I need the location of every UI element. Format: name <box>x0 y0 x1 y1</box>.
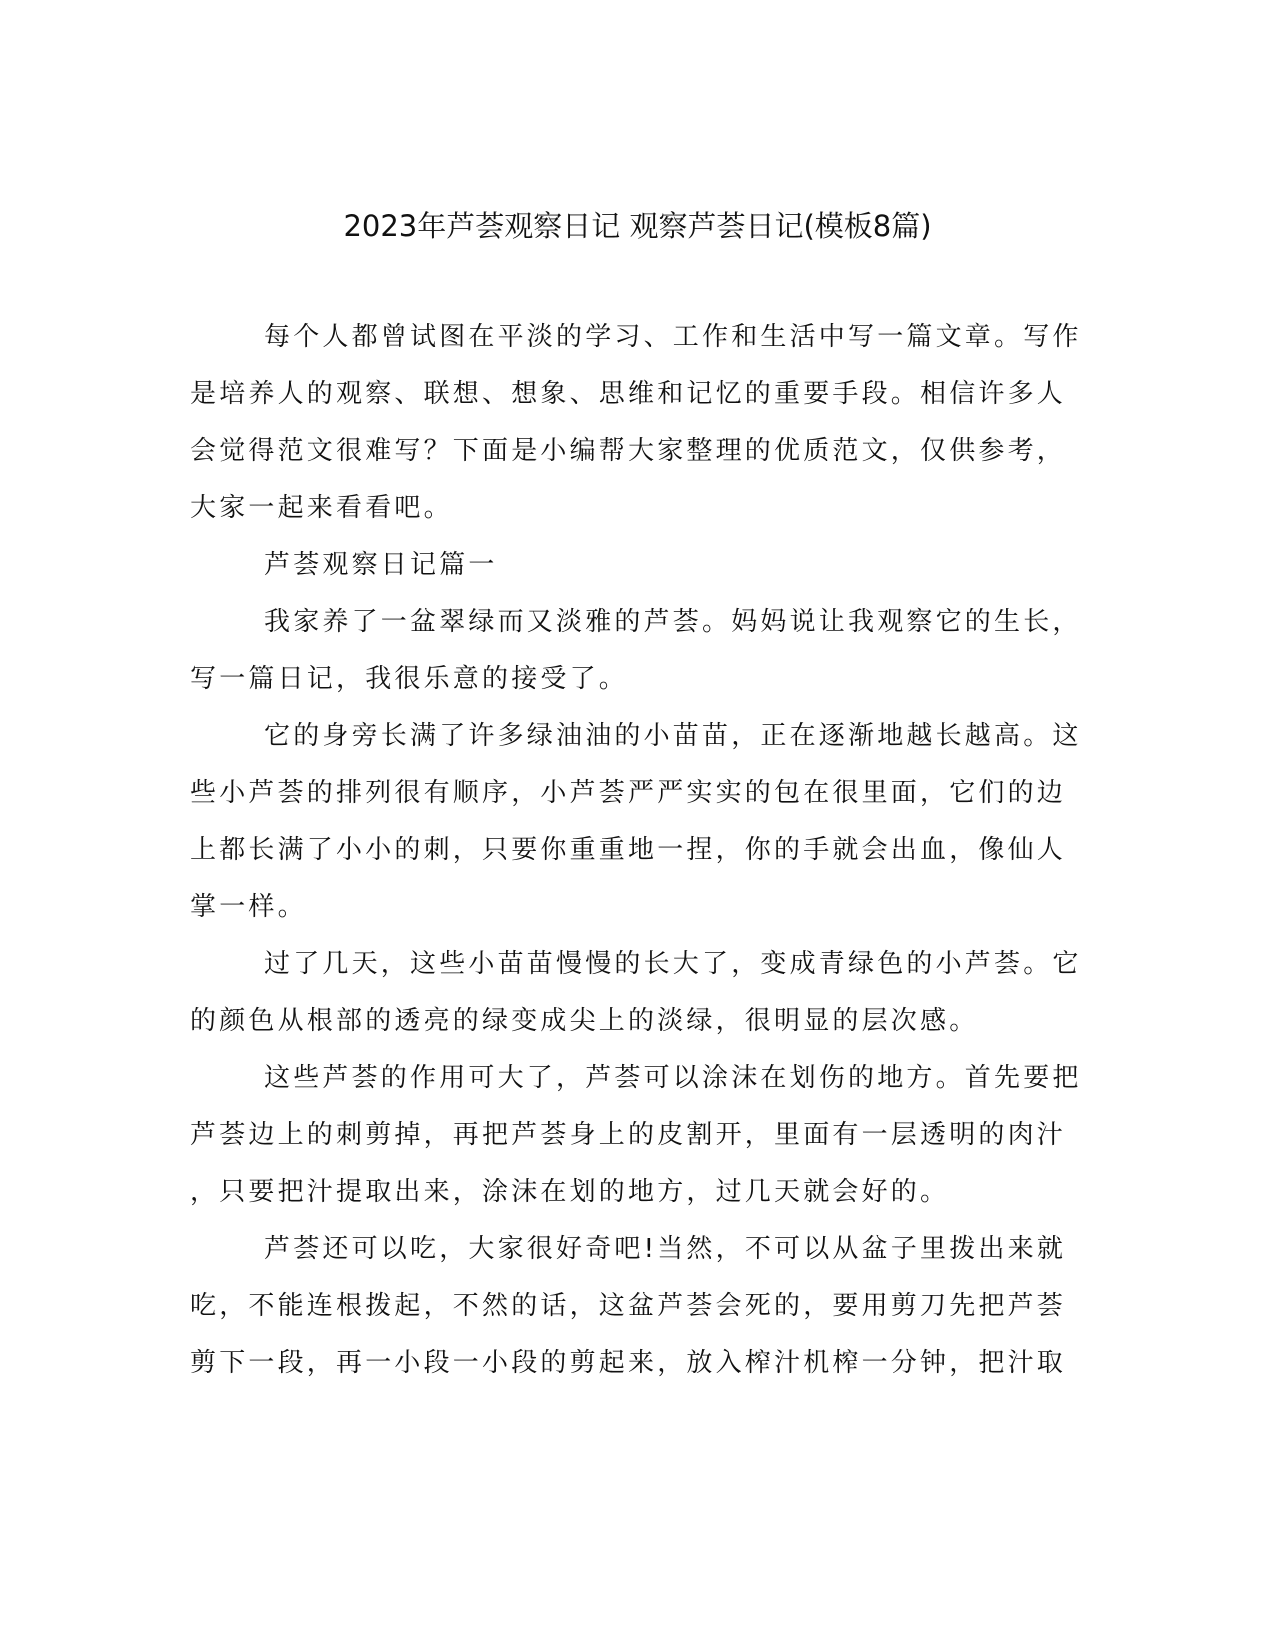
document-title: 2023年芦荟观察日记 观察芦荟日记(模板8篇) <box>343 209 932 243</box>
text-line: 吃，不能连根拨起，不然的话，这盆芦荟会死的，要用剪刀先把芦荟 <box>190 1291 1067 1321</box>
text-line: 过了几天，这些小苗苗慢慢的长大了，变成青绿色的小芦荟。它 <box>264 949 1082 979</box>
text-line: 芦荟还可以吃，大家很好奇吧!当然，不可以从盆子里拨出来就 <box>264 1234 1067 1264</box>
text-line: 大家一起来看看吧。 <box>190 493 453 523</box>
text-line: ，只要把汁提取出来，涂沫在划的地方，过几天就会好的。 <box>190 1177 950 1207</box>
text-line: 每个人都曾试图在平淡的学习、工作和生活中写一篇文章。写作 <box>264 322 1082 352</box>
text-line: 的颜色从根部的透亮的绿变成尖上的淡绿，很明显的层次感。 <box>190 1006 979 1036</box>
text-line: 芦荟边上的刺剪掉，再把芦荟身上的皮割开，里面有一层透明的肉汁 <box>190 1120 1067 1150</box>
section-heading: 芦荟观察日记篇一 <box>264 550 498 580</box>
text-line: 掌一样。 <box>190 892 307 922</box>
text-line: 剪下一段，再一小段一小段的剪起来，放入榨汁机榨一分钟，把汁取 <box>190 1348 1067 1378</box>
text-line: 是培养人的观察、联想、想象、思维和记忆的重要手段。相信许多人 <box>190 379 1067 409</box>
text-line: 我家养了一盆翠绿而又淡雅的芦荟。妈妈说让我观察它的生长， <box>264 607 1082 637</box>
text-line: 它的身旁长满了许多绿油油的小苗苗，正在逐渐地越长越高。这 <box>264 721 1082 751</box>
text-line: 写一篇日记，我很乐意的接受了。 <box>190 664 629 694</box>
text-line: 些小芦荟的排列很有顺序，小芦荟严严实实的包在很里面，它们的边 <box>190 778 1067 808</box>
text-line: 这些芦荟的作用可大了，芦荟可以涂沫在划伤的地方。首先要把 <box>264 1063 1082 1093</box>
text-line: 会觉得范文很难写？下面是小编帮大家整理的优质范文，仅供参考， <box>190 436 1067 466</box>
text-line: 上都长满了小小的刺，只要你重重地一捏，你的手就会出血，像仙人 <box>190 835 1067 865</box>
